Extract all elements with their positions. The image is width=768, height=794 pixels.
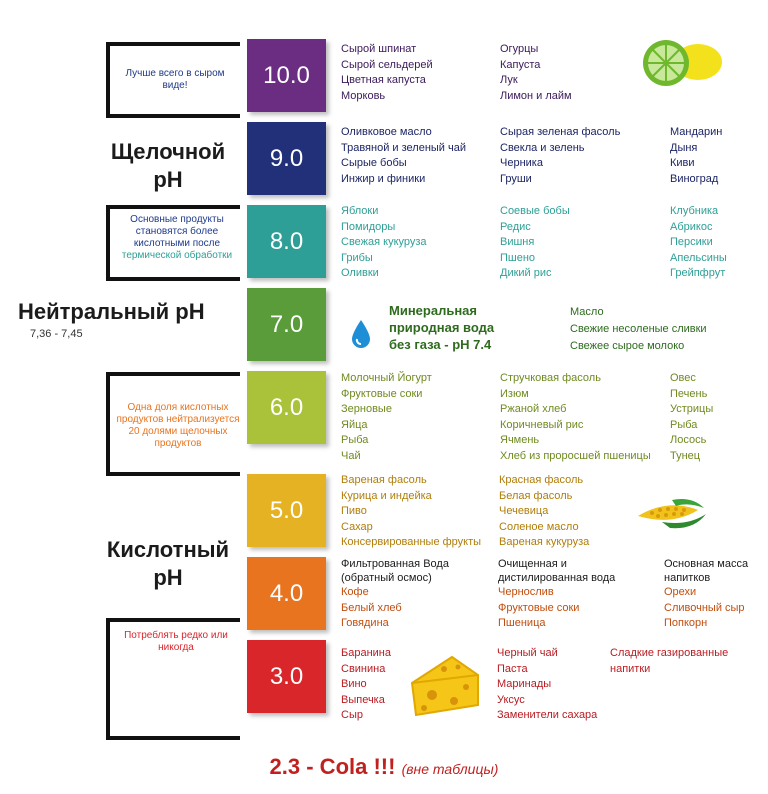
food-item: Зерновые	[341, 403, 392, 415]
food-item: Абрикос	[670, 220, 713, 233]
food-item: Рыба	[341, 434, 369, 446]
ph-value: 8.0	[269, 227, 304, 255]
food-item: Оливковое масло	[341, 126, 432, 138]
note-rarely: Потреблять редко или никогда	[124, 630, 228, 653]
food-item: Пиво	[341, 505, 367, 517]
food-item: Фруктовые соки	[498, 601, 580, 614]
label-acidic-ph: pH	[153, 565, 183, 590]
mineral-line: природная вода	[389, 320, 495, 335]
ph-value: 7.0	[269, 310, 304, 338]
note-raw: Лучше всего в сыром виде!	[125, 68, 225, 91]
food-item: Киви	[670, 157, 695, 169]
food-item: Чечевица	[499, 505, 549, 517]
food-list	[341, 125, 466, 187]
food-item: Морковь	[341, 89, 386, 102]
food-list	[500, 371, 651, 464]
food-item: Вино	[341, 678, 367, 690]
note-heat	[112, 214, 242, 262]
ph-value: 10.0	[263, 61, 310, 89]
food-item: Изюм	[500, 387, 529, 400]
food-item: Свежая кукуруза	[341, 236, 427, 248]
food-item: Сахар	[341, 520, 373, 533]
food-item: Коричневый рис	[500, 418, 584, 431]
water-drop-icon	[350, 319, 372, 349]
food-item: Маринады	[497, 678, 552, 690]
footer-cola	[0, 754, 768, 780]
food-item: Овес	[670, 372, 696, 384]
food-list	[341, 204, 427, 282]
food-item: Тунец	[670, 449, 701, 462]
ph-value: 4.0	[269, 579, 304, 607]
mineral-water	[389, 302, 494, 353]
mineral-line: без газа - pH 7.4	[389, 337, 492, 352]
ph-value: 3.0	[269, 662, 304, 690]
food-list	[500, 42, 572, 104]
food-item: Грибы	[341, 251, 373, 264]
ph-block-10	[247, 39, 326, 112]
food-header-line: Фильтрованная Вода	[341, 558, 449, 570]
food-list	[670, 125, 722, 187]
food-item: Яйца	[341, 418, 368, 431]
food-item: Сыр	[341, 709, 363, 721]
mineral-line: Минеральная	[389, 303, 477, 318]
food-item: Орехи	[664, 586, 697, 598]
food-item: Пшеница	[498, 617, 546, 629]
footer-sub: (вне таблицы)	[401, 761, 499, 777]
cheese-icon	[408, 653, 482, 719]
food-list	[664, 585, 745, 632]
food-item: Масло	[570, 306, 604, 318]
food-item: Вишня	[500, 236, 535, 248]
food-item: Рыба	[670, 418, 698, 431]
food-item: Свинина	[341, 662, 386, 675]
food-item: Пшено	[500, 251, 536, 264]
food-item: Баранина	[341, 647, 391, 659]
food-item: Сладкие газированные	[610, 647, 729, 659]
food-item: Яблоки	[341, 205, 379, 217]
food-item: Клубника	[670, 205, 719, 217]
food-item: Сырые бобы	[341, 157, 407, 169]
food-item: Персики	[670, 236, 713, 248]
food-header-line: Очищенная и	[498, 558, 567, 570]
food-item: Хлеб из проросшей пшеницы	[500, 449, 651, 462]
food-item: Кофе	[341, 586, 369, 598]
food-item: Белый хлеб	[341, 601, 402, 614]
food-item: Чай	[341, 449, 361, 462]
label-alkaline-ph: pH	[153, 167, 183, 192]
ph-block-3	[247, 640, 326, 713]
food-item: Фруктовые соки	[341, 387, 423, 400]
food-list	[670, 371, 713, 464]
food-item: Капуста	[500, 58, 541, 71]
food-item: Вареная фасоль	[341, 474, 427, 486]
corn-icon	[632, 492, 708, 532]
food-item: Консервированные фрукты	[341, 536, 482, 548]
food-list	[497, 646, 597, 724]
food-item: Сырой сельдерей	[341, 58, 433, 71]
food-item: Груши	[500, 172, 532, 185]
food-item: Чернослив	[498, 586, 554, 598]
food-item: Уксус	[497, 693, 525, 706]
food-item: Сырая зеленая фасоль	[500, 126, 621, 138]
food-item: Устрицы	[670, 403, 714, 415]
food-item: Мандарин	[670, 126, 723, 138]
food-list	[570, 304, 707, 355]
food-item: напитки	[610, 662, 651, 675]
food-list	[500, 125, 620, 187]
food-item: Белая фасоль	[499, 489, 573, 502]
food-list	[341, 473, 481, 551]
food-item: Ячмень	[500, 434, 540, 446]
food-item: Лук	[500, 74, 518, 86]
note-heat-text: Основные продукты становятся более кислотными после	[130, 214, 224, 249]
food-list	[498, 585, 579, 632]
food-item: Свекла и зелень	[500, 141, 585, 154]
food-item: Курица и индейка	[341, 489, 432, 502]
food-list	[341, 646, 391, 724]
food-item: Апельсины	[670, 251, 727, 264]
food-list	[500, 204, 570, 282]
ph-block-8	[247, 205, 326, 278]
food-item: Грейпфрут	[670, 267, 726, 279]
lime-lemon-icon	[636, 38, 726, 88]
food-item: Соленое масло	[499, 520, 579, 533]
food-item: Стручковая фасоль	[500, 372, 601, 384]
food-item: Ржаной хлеб	[500, 403, 567, 415]
food-header	[341, 557, 449, 585]
food-item: Цветная капуста	[341, 74, 426, 86]
ph-block-4	[247, 557, 326, 630]
ph-block-9	[247, 122, 326, 195]
food-item: Попкорн	[664, 617, 708, 629]
food-list	[341, 371, 432, 464]
note-heat-highlight: термической обработки	[121, 250, 233, 261]
label-neutral: Нейтральный pH	[18, 299, 205, 324]
food-list	[499, 473, 589, 551]
food-item: Помидоры	[341, 220, 396, 233]
food-header-line: (обратный осмос)	[341, 572, 432, 584]
food-item: Говядина	[341, 617, 389, 629]
food-list	[341, 585, 402, 632]
food-item: Вареная кукуруза	[499, 536, 590, 548]
ph-value: 6.0	[269, 393, 304, 421]
ph-value: 5.0	[269, 496, 304, 524]
food-item: Выпечка	[341, 693, 385, 706]
ph-block-6	[247, 371, 326, 444]
food-item: Печень	[670, 387, 708, 400]
label-alkaline	[88, 138, 248, 194]
food-item: Свежие несоленые сливки	[570, 323, 707, 335]
food-item: Красная фасоль	[499, 474, 584, 486]
food-item: Огурцы	[500, 43, 539, 55]
note-neutralize: Одна доля кислотных продуктов нейтрализуется 20 долями щелочных продуктов	[116, 402, 240, 449]
food-item: Черника	[500, 157, 543, 169]
food-item: Дыня	[670, 141, 698, 154]
label-acidic-word: Кислотный	[106, 537, 230, 562]
label-alkaline-word: Щелочной	[110, 139, 226, 164]
food-item: Соевые бобы	[500, 205, 570, 217]
food-item: Паста	[497, 662, 528, 675]
food-item: Редис	[500, 220, 531, 233]
food-header-line: дистилированная вода	[498, 572, 616, 584]
food-list	[341, 42, 433, 104]
food-item: Лимон и лайм	[500, 89, 572, 102]
food-item: Заменители сахара	[497, 709, 598, 721]
footer-main: 2.3 - Cola !!!	[269, 754, 396, 779]
food-item: Лосось	[670, 434, 707, 446]
food-header-line: напитков	[664, 572, 711, 584]
food-item: Оливки	[341, 267, 379, 279]
ph-block-5	[247, 474, 326, 547]
food-item: Сырой шпинат	[341, 43, 417, 55]
food-item: Молочный Йогурт	[341, 372, 432, 384]
food-header	[664, 557, 748, 585]
ph-block-7	[247, 288, 326, 361]
food-header	[498, 557, 615, 585]
food-item: Дикий рис	[500, 267, 552, 279]
food-item: Черный чай	[497, 647, 558, 659]
label-acidic	[88, 536, 248, 592]
food-list	[610, 646, 728, 677]
food-item: Свежее сырое молоко	[570, 340, 685, 352]
food-item: Инжир и финики	[341, 172, 426, 185]
ph-value: 9.0	[269, 144, 304, 172]
food-item: Сливочный сыр	[664, 601, 745, 614]
food-item: Виноград	[670, 172, 719, 185]
food-item: Травяной и зеленый чай	[341, 141, 466, 154]
food-header-line: Основная масса	[664, 558, 749, 570]
label-neutral-range: 7,36 - 7,45	[30, 328, 83, 340]
food-list	[670, 204, 727, 282]
